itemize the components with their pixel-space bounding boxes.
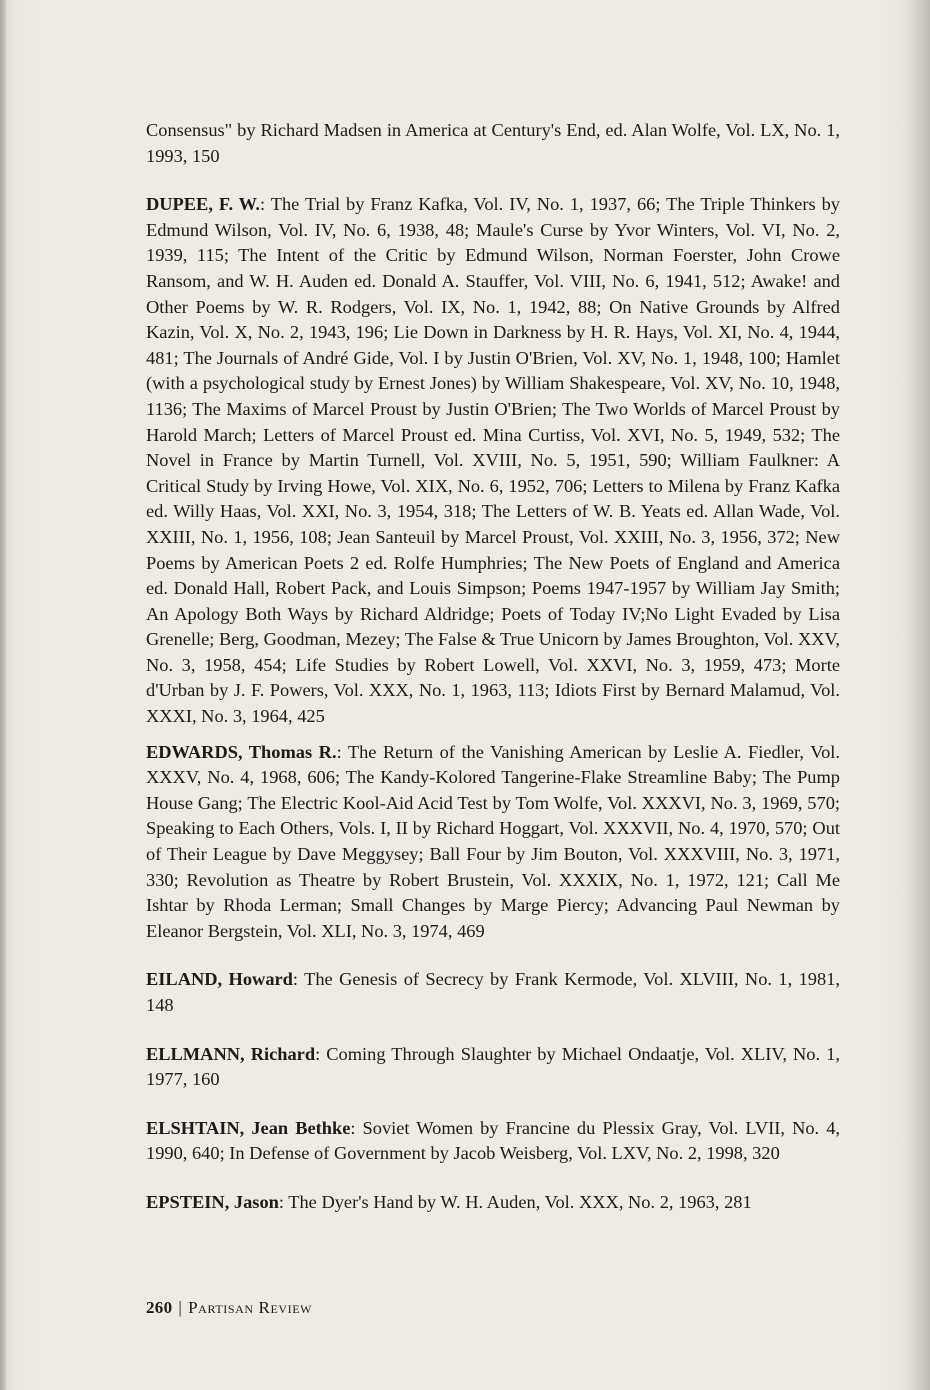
entry-text: : The Genesis of Secrecy by Frank Kermode, Vol. XLVIII, No. 1, 1981, 148 [146,969,840,1015]
index-entry [146,118,840,169]
entry-text: : The Trial by Franz Kafka, Vol. IV, No. 1, 1937, 66; The Triple Thinkers by Edmund Wilson, Vol. IV, No. 6, 1938, 48; Maule's Curse by Yvor Winters, Vol. VI, No. 2, 1939, 115; The Intent of the Critic by Edmund Wilson, Norman Foerster, John Crowe Ransom, and W. H. Auden ed. Donald A. Stauffer, Vol. VIII, No. 6, 1941, 512; Awake! and Other Poems by W. R. Rodgers, Vol. IX, No. 1, 1942, 88; On Native Grounds by Alfred Kazin, Vol. X, No. 2, 1943, 196; Lie Down in Darkness by H. R. Hays, Vol. XI, No. 4, 1944, 481; The Journals of André Gide, Vol. I by Justin O'Brien, Vol. XV, No. 1, 1948, 100; Hamlet (with a psychological study by Ernest Jones) by William Shakespeare, Vol. XV, No. 10, 1948, 1136; The Maxims of Marcel Proust by Justin O'Brien; The Two Worlds of Marcel Proust by Harold March; Letters of Marcel Proust ed. Mina Curtiss, Vol. XVI, No. 5, 1949, 532; The Novel in France by Martin Turnell, Vol. XVIII, No. 5, 1951, 590; William Faulkner: A Critical Study by Irving Howe, Vol. XIX, No. 6, 1952, 706; Letters to Milena by Franz Kafka ed. Willy Haas, Vol. XXI, No. 3, 1954, 318; The Letters of W. B. Yeats ed. Allan Wade, Vol. XXIII, No. 1, 1956, 108; Jean Santeuil by Marcel Proust, Vol. XXIII, No. 3, 1956, 372; New Poems by American Poets 2 ed. Rolfe Humphries; The New Poets of England and America ed. Donald Hall, Robert Pack, and Louis Simpson; Poems 1947-1957 by William Jay Smith; An Apology Both Ways by Richard Aldridge; Poets of Today IV;No Light Evaded by Lisa Grenelle; Berg, Goodman, Mezey; The False & True Unicorn by James Broughton, Vol. XXV, No. 3, 1958, 454; Life Studies by Robert Lowell, Vol. XXVI, No. 3, 1959, 473; Morte d'Urban by J. F. Powers, Vol. XXX, No. 1, 1963, 113; Idiots First by Bernard Malamud, Vol. XXXI, No. 3, 1964, 425 [146,194,841,727]
book-spine-shadow [0,0,6,1390]
index-entries [146,118,840,1216]
page-number: 260 [146,1298,173,1317]
page-footer [146,1296,312,1320]
index-entry [146,967,840,1018]
entry-text: : The Return of the Vanishing American by Leslie A. Fiedler, Vol. XXXV, No. 4, 1968, 606; The Kandy-Kolored Tangerine-Flake Streamline Baby; The Pump House Gang; The Electric Kool-Aid Acid Test by Tom Wolfe, Vol. XXXVI, No. 3, 1969, 570; Speaking to Each Others, Vols. I, II by Richard Hoggart, Vol. XXXVII, No. 4, 1970, 570; Out of Their League by Dave Meggysey; Ball Four by Jim Bouton, Vol. XXXVIII, No. 3, 1971, 330; Revolution as Theatre by Robert Brustein, Vol. XXXIX, No. 1, 1972, 121; Call Me Ishtar by Rhoda Lerman; Small Changes by Marge Piercy; Advancing Paul Newman by Eleanor Bergstein, Vol. XLI, No. 3, 1974, 469 [146,741,841,941]
entry-author: EILAND, Howard [146,969,293,990]
entry-author: DUPEE, F. W. [146,194,260,215]
index-entry [146,1116,840,1167]
footer-separator: | [178,1298,183,1317]
entry-text: : Soviet Women by Francine du Plessix Gray, Vol. LVII, No. 4, 1990, 640; In Defense of Government by Jacob Weisberg, Vol. LXV, No. 2, 1998, 320 [146,1117,840,1164]
entry-author: ELSHTAIN, Jean Bethke [146,1117,351,1138]
entry-author: EDWARDS, Thomas R. [146,741,337,762]
entry-text: Consensus" by Richard Madsen in America at Century's End, ed. Alan Wolfe, Vol. LX, No. 1, 1993, 150 [146,120,840,166]
entry-text: : The Dyer's Hand by W. H. Auden, Vol. XXX, No. 2, 1963, 281 [278,1191,752,1212]
journal-title: Partisan Review [188,1298,313,1317]
index-entry [146,740,840,945]
entry-text: : Coming Through Slaughter by Michael Ondaatje, Vol. XLIV, No. 1, 1977, 160 [146,1043,840,1090]
entry-author: ELLMANN, Richard [146,1043,316,1064]
index-entry [146,1042,840,1093]
index-entry [146,192,840,729]
index-entry [146,1190,840,1216]
entry-author: EPSTEIN, Jason [146,1191,279,1212]
